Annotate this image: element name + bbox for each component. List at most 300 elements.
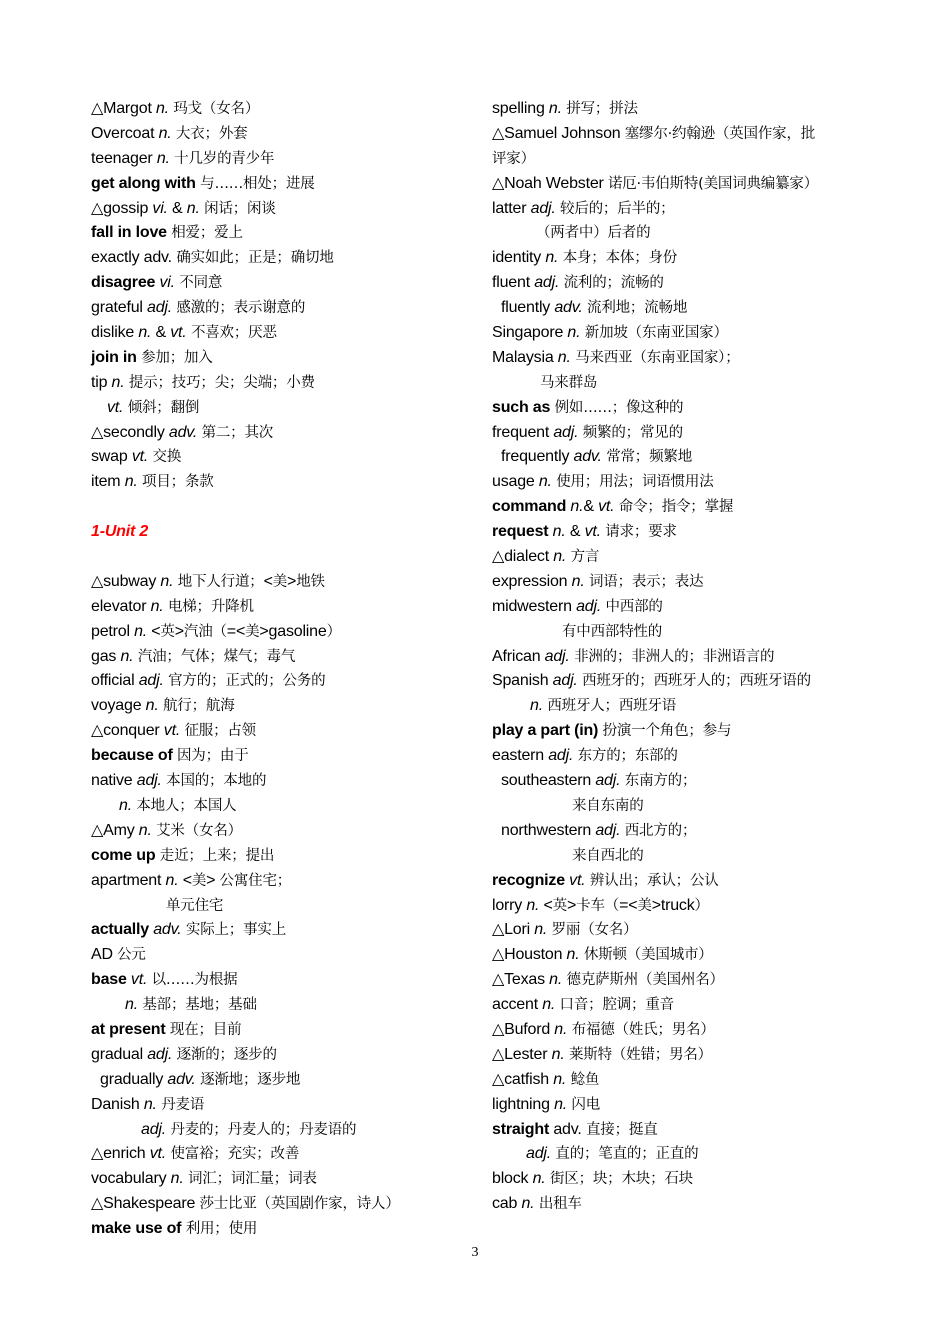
vocab-entry — [492, 395, 932, 420]
definition: 利用；使用 — [181, 1221, 258, 1238]
vocab-entry — [492, 245, 932, 270]
vocab-entry — [91, 370, 476, 395]
headword: play a part (in) — [492, 722, 599, 740]
part-of-speech: adv. — [153, 921, 182, 939]
definition: 布福德（姓氏；男名） — [567, 1021, 715, 1038]
headword: eastern — [492, 747, 549, 765]
headword: usage — [492, 473, 539, 491]
headword: △catfish — [492, 1070, 554, 1088]
definition: 与……相处；进展 — [195, 175, 315, 192]
definition: 闲话；闲谈 — [199, 200, 276, 217]
headword: base — [91, 971, 131, 989]
headword: such as — [492, 398, 551, 416]
definition: 扮演一个角色；参与 — [598, 723, 732, 740]
part-of-speech: n. — [145, 697, 159, 715]
headword: > — [206, 871, 220, 889]
part-of-speech: n. — [552, 523, 566, 541]
part-of-speech: adj. — [544, 647, 570, 665]
definition: 诺厄·韦伯斯特(美国词典编纂家） — [607, 175, 819, 192]
vocab-entry — [91, 718, 476, 743]
definition: 词语；表示；表达 — [584, 573, 704, 590]
definition: 中西部的 — [601, 598, 663, 615]
headword: exactly adv. — [91, 249, 172, 267]
definition: 请求；要求 — [600, 524, 677, 541]
vocab-entry — [492, 96, 932, 121]
headword: native — [91, 772, 137, 790]
headword: △Samuel Johnson — [492, 124, 625, 142]
vocab-entry — [492, 594, 932, 619]
vocab-entry — [91, 1117, 476, 1142]
definition: 以……为根据 — [147, 972, 238, 989]
definition: 汽油；气体；煤气；毒气 — [133, 648, 296, 665]
headword: △Lester — [492, 1045, 552, 1063]
vocab-entry — [91, 494, 476, 519]
vocab-entry — [492, 619, 932, 644]
headword: > — [287, 572, 297, 590]
definition: 因为；由于 — [172, 748, 249, 765]
vocab-entry — [91, 1141, 476, 1166]
headword: △Margot — [91, 100, 156, 117]
vocab-entry — [492, 345, 932, 370]
part-of-speech: vt. — [131, 448, 149, 466]
vocab-entry — [91, 818, 476, 843]
definition: 卡车（ — [576, 897, 620, 914]
headword: > — [567, 896, 577, 914]
headword: < — [539, 896, 553, 914]
headword: official — [91, 672, 139, 690]
vocab-entry — [492, 992, 932, 1017]
headword: disagree — [91, 274, 160, 292]
part-of-speech: n. — [138, 821, 152, 839]
headword: accent — [492, 996, 543, 1014]
definition: 地铁 — [296, 573, 325, 590]
vocab-entry — [492, 1042, 932, 1067]
vocab-entry — [492, 320, 932, 345]
vocab-entry — [492, 1017, 932, 1042]
part-of-speech: n. — [554, 1020, 568, 1038]
headword: block — [492, 1170, 533, 1188]
part-of-speech: adj. — [548, 747, 574, 765]
headword: & — [565, 523, 585, 541]
part-of-speech: n. — [170, 1170, 184, 1188]
definition: 英 — [552, 897, 568, 914]
vocab-entry — [91, 893, 476, 918]
definition: 西班牙人；西班牙语 — [542, 698, 677, 715]
part-of-speech: n. — [566, 946, 580, 964]
part-of-speech: n. — [186, 199, 200, 217]
vocab-entry — [91, 1017, 476, 1042]
headword: △secondly — [91, 423, 169, 441]
headword: & — [583, 498, 599, 516]
definition: 罗丽（女名） — [547, 922, 638, 939]
definition: 本身；本体；身份 — [558, 250, 678, 267]
vocab-entry — [91, 444, 476, 469]
vocab-entry — [91, 1216, 476, 1241]
definition: 确实如此；正是；确切地 — [171, 250, 334, 267]
vocab-entry — [492, 544, 932, 569]
vocab-entry — [91, 270, 476, 295]
vocab-entry — [492, 693, 932, 718]
definition: 第二；其次 — [197, 424, 274, 441]
part-of-speech: n. — [143, 1095, 157, 1113]
headword: teenager — [91, 149, 157, 167]
headword: Malaysia — [492, 348, 558, 366]
vocab-entry — [91, 644, 476, 669]
headword: =< — [619, 896, 638, 914]
vocab-entry — [91, 942, 476, 967]
definition: 有中西部特性的 — [562, 623, 663, 640]
part-of-speech: vt. — [569, 871, 586, 889]
part-of-speech: vt. — [107, 398, 124, 416]
definition: 使用；用法；词语惯用法 — [551, 474, 714, 491]
definition: 逐渐的；逐步的 — [172, 1046, 277, 1063]
definition: 休斯顿（美国城市） — [579, 947, 713, 964]
headword: northwestern — [501, 821, 596, 839]
definition: 现在；目前 — [165, 1021, 242, 1038]
headword: command — [492, 498, 571, 516]
headword: because of — [91, 747, 173, 765]
definition: 玛戈（女名） — [168, 101, 260, 117]
vocab-entry — [91, 992, 476, 1017]
part-of-speech: n. — [538, 473, 552, 491]
headword: AD — [91, 946, 118, 964]
headword: < — [178, 871, 192, 889]
vocab-entry — [91, 693, 476, 718]
definition: 直的；笔直的；正直的 — [551, 1146, 699, 1163]
vocab-entry — [91, 619, 476, 644]
vocab-entry — [492, 718, 932, 743]
vocab-entry — [492, 1117, 932, 1142]
definition: 单元住宅 — [166, 897, 224, 914]
definition: （两者中）后者的 — [536, 225, 651, 242]
part-of-speech: n. — [557, 348, 571, 366]
headword: < — [263, 572, 273, 590]
definition: 直接；挺直 — [581, 1121, 658, 1138]
vocab-entry — [91, 245, 476, 270]
definition: 艾米（女名） — [151, 822, 242, 839]
definition: 汽油（ — [183, 623, 227, 640]
part-of-speech: n. — [553, 1070, 567, 1088]
definition: 流利地；流畅地 — [582, 300, 688, 317]
vocab-entry — [492, 370, 932, 395]
headword: African — [492, 647, 545, 665]
definition: 马来西亚（东南亚国家）； — [570, 349, 740, 366]
part-of-speech: n. — [521, 1195, 535, 1213]
part-of-speech: adv. — [167, 1070, 196, 1088]
headword: & — [167, 199, 187, 217]
headword: gradually — [100, 1070, 168, 1088]
definition: 实际上；事实上 — [181, 922, 287, 939]
part-of-speech: adj. — [595, 821, 621, 839]
definition: 非洲的；非洲人的；非洲语言的 — [569, 648, 775, 665]
definition: 较后的；后半的； — [555, 200, 675, 217]
definition: 西班牙的；西班牙人的；西班牙语的 — [577, 673, 811, 690]
vocab-entry — [492, 171, 932, 196]
definition: 丹麦语 — [156, 1096, 205, 1113]
definition: 走近；上来；提出 — [155, 847, 275, 864]
part-of-speech: adv. — [168, 423, 198, 441]
part-of-speech: n. — [150, 597, 164, 615]
vocab-entry — [492, 793, 932, 818]
definition: 官方的；正式的；公务的 — [163, 673, 326, 690]
headword: △Lori — [492, 921, 535, 939]
headword: fall in love — [91, 224, 167, 242]
definition: 英 — [160, 623, 175, 640]
vocab-entry — [91, 868, 476, 893]
definition: 流利的；流畅的 — [559, 275, 664, 292]
headword: Overcoat — [91, 124, 159, 142]
definition: 美 — [272, 573, 288, 590]
definition: ） — [694, 897, 709, 914]
part-of-speech: n. — [548, 100, 562, 117]
definition: 来自东南的 — [572, 797, 644, 814]
vocab-entry — [492, 942, 932, 967]
vocab-entry — [492, 1067, 932, 1092]
definition: 词汇；词汇量；词表 — [183, 1171, 317, 1188]
definition: 征服；占领 — [180, 723, 256, 740]
definition: 美 — [245, 623, 260, 640]
definition: 常常；频繁地 — [601, 449, 692, 466]
headword: southeastern — [501, 772, 596, 790]
part-of-speech: adj. — [526, 1145, 551, 1163]
headword: △Noah Webster — [492, 174, 608, 192]
vocab-entry — [91, 345, 476, 370]
headword: gas — [91, 647, 121, 665]
vocab-entry — [492, 1092, 932, 1117]
vocab-entry — [492, 868, 932, 893]
part-of-speech: adj. — [552, 672, 578, 690]
vocab-entry — [492, 569, 932, 594]
part-of-speech: n. — [530, 697, 543, 715]
definition: 频繁的；常见的 — [578, 424, 683, 441]
part-of-speech: adj. — [576, 597, 602, 615]
definition: 参加；加入 — [136, 349, 213, 366]
definition: 东方的；东部的 — [573, 748, 678, 765]
headword: △Shakespeare — [91, 1195, 200, 1213]
headword: identity — [492, 249, 546, 267]
headword: latter — [492, 199, 531, 217]
definition: 项目；条款 — [137, 474, 214, 491]
headword: Danish — [91, 1095, 144, 1113]
definition: 电梯；升降机 — [163, 598, 254, 615]
headword: voyage — [91, 697, 146, 715]
definition: 本地人；本国人 — [131, 797, 237, 814]
part-of-speech: n. — [158, 124, 172, 142]
headword: & — [151, 324, 171, 342]
headword: vocabulary — [91, 1170, 171, 1188]
vocab-entry — [492, 644, 932, 669]
vocab-entry — [91, 196, 476, 221]
vocab-entry — [492, 220, 932, 245]
definition: 美 — [637, 897, 652, 914]
headword: elevator — [91, 597, 151, 615]
headword: >truck — [651, 896, 695, 914]
headword: actually — [91, 921, 154, 939]
vocab-entry — [91, 917, 476, 942]
headword: △Amy — [91, 821, 139, 839]
headword: dislike — [91, 324, 139, 342]
part-of-speech: n. — [567, 324, 581, 342]
vocab-entry — [492, 743, 932, 768]
definition: 街区；块；木块；石块 — [545, 1171, 693, 1188]
vocab-entry — [492, 893, 932, 918]
headword: △conquer — [91, 722, 164, 740]
definition: 莱斯特（姓错；男名） — [564, 1046, 712, 1063]
vocab-entry — [492, 668, 932, 693]
headword: recognize — [492, 871, 570, 889]
vocab-entry — [492, 196, 932, 221]
vocab-entry — [492, 469, 932, 494]
part-of-speech: n. — [155, 100, 169, 117]
part-of-speech: adj. — [147, 1045, 173, 1063]
vocab-entry — [91, 1067, 476, 1092]
headword: adv. — [553, 1120, 582, 1138]
vocab-entry — [91, 295, 476, 320]
headword: at present — [91, 1020, 166, 1038]
definition: 使富裕；充实；改善 — [166, 1146, 300, 1163]
definition: ） — [326, 623, 341, 640]
vocab-entry — [492, 843, 932, 868]
part-of-speech: vi. — [159, 274, 175, 292]
vocab-entry — [91, 768, 476, 793]
part-of-speech: n. — [156, 149, 170, 167]
headword: item — [91, 473, 125, 491]
vocab-entry — [91, 171, 476, 196]
vocab-entry — [91, 668, 476, 693]
headword: < — [147, 622, 161, 640]
part-of-speech: n. — [160, 572, 174, 590]
headword: △Texas — [492, 971, 550, 989]
headword: Spanish — [492, 672, 553, 690]
part-of-speech: adj. — [534, 274, 560, 292]
part-of-speech: n. — [549, 971, 563, 989]
part-of-speech: n. — [125, 996, 138, 1014]
part-of-speech: vt. — [170, 324, 187, 342]
headword: petrol — [91, 622, 135, 640]
headword: △enrich — [91, 1145, 150, 1163]
part-of-speech: n. — [119, 796, 132, 814]
definition: 西北方的； — [620, 822, 697, 839]
definition: 东南方的； — [620, 773, 697, 790]
vocab-entry — [91, 793, 476, 818]
part-of-speech: vt. — [598, 498, 615, 516]
right-column — [492, 96, 932, 1216]
headword: grateful — [91, 299, 148, 317]
part-of-speech: adj. — [136, 772, 162, 790]
part-of-speech: adj. — [553, 423, 579, 441]
definition: 大衣；外套 — [171, 125, 248, 142]
vocab-entry — [91, 594, 476, 619]
definition: 闪电 — [567, 1096, 601, 1113]
definition: 地下人行道； — [173, 573, 264, 590]
vocab-entry — [91, 121, 476, 146]
part-of-speech: n. — [165, 871, 179, 889]
part-of-speech: vt. — [584, 523, 601, 541]
definition: 基部；基地；基础 — [137, 997, 257, 1014]
part-of-speech: vi. — [152, 199, 168, 217]
definition: 相爱；爱上 — [166, 225, 243, 242]
definition: 鲶鱼 — [566, 1071, 600, 1088]
definition: 交换 — [148, 449, 182, 466]
part-of-speech: n. — [532, 1170, 546, 1188]
headword: △Houston — [492, 946, 567, 964]
vocab-entry — [492, 967, 932, 992]
headword: midwestern — [492, 597, 577, 615]
part-of-speech: n. — [534, 921, 548, 939]
part-of-speech: adj. — [595, 772, 621, 790]
definition: 塞缪尔·约翰逊（英国作家，批 — [624, 125, 816, 142]
definition: 莎士比亚（英国剧作家，诗人） — [199, 1196, 400, 1213]
part-of-speech: adj. — [147, 299, 173, 317]
part-of-speech: n. — [542, 996, 556, 1014]
vocab-entry — [91, 1166, 476, 1191]
vocab-entry — [492, 768, 932, 793]
vocab-entry — [91, 420, 476, 445]
definition: 德克萨斯州（美国州名） — [562, 972, 724, 989]
headword: lorry — [492, 896, 527, 914]
headword: gradual — [91, 1045, 148, 1063]
headword: >gasoline — [259, 622, 327, 640]
headword: frequent — [492, 423, 554, 441]
definition: 例如……；像这种的 — [550, 399, 684, 416]
vocab-entry — [91, 146, 476, 171]
definition: 感激的；表示谢意的 — [172, 300, 306, 317]
definition: 提示；技巧；尖；尖端；小费 — [124, 374, 315, 391]
part-of-speech: n. — [571, 572, 585, 590]
part-of-speech: adv. — [554, 299, 583, 317]
definition: 本国的；本地的 — [161, 773, 267, 790]
headword: > — [174, 622, 184, 640]
vocab-entry — [91, 569, 476, 594]
part-of-speech: vt. — [130, 971, 148, 989]
headword: fluently — [501, 299, 555, 317]
part-of-speech: n. — [545, 249, 559, 267]
definition: 评家） — [492, 150, 535, 167]
vocab-entry — [492, 295, 932, 320]
headword: =< — [226, 622, 246, 640]
page-number: 3 — [471, 1245, 479, 1260]
vocab-entry — [91, 320, 476, 345]
definition: 命令；指令；掌握 — [614, 499, 734, 516]
vocab-entry — [91, 469, 476, 494]
headword: frequently — [501, 448, 574, 466]
headword: lightning — [492, 1095, 555, 1113]
headword: come up — [91, 846, 156, 864]
definition: 美 — [191, 872, 207, 889]
definition: 十几岁的青少年 — [169, 150, 275, 167]
vocab-entry — [492, 1191, 932, 1216]
part-of-speech: adj. — [138, 672, 164, 690]
vocab-entry — [91, 743, 476, 768]
part-of-speech: adv. — [573, 448, 602, 466]
headword: join in — [91, 348, 137, 366]
headword: swap — [91, 448, 132, 466]
part-of-speech: vt. — [163, 722, 181, 740]
definition: 不同意 — [174, 275, 223, 292]
part-of-speech: n. — [138, 324, 152, 342]
part-of-speech: n. — [124, 473, 138, 491]
vocab-entry — [91, 1042, 476, 1067]
part-of-speech: n. — [553, 548, 567, 566]
part-of-speech: adj. — [141, 1120, 166, 1138]
part-of-speech: n. — [111, 373, 125, 391]
vocab-entry — [91, 544, 476, 569]
headword: △Buford — [492, 1020, 555, 1038]
vocab-entry — [91, 220, 476, 245]
headword: tip — [91, 373, 112, 391]
headword: △dialect — [492, 548, 554, 566]
headword: fluent — [492, 274, 535, 292]
